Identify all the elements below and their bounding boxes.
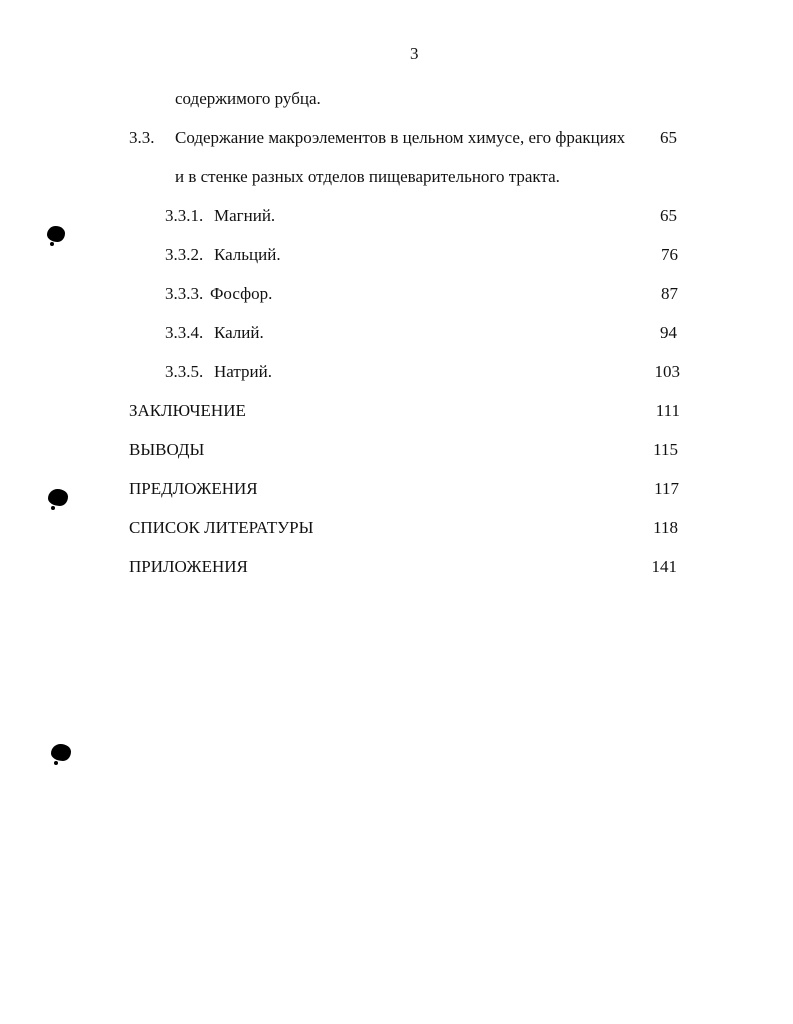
toc-entry-page: 118 — [653, 518, 678, 537]
toc-entry-title: ЗАКЛЮЧЕНИЕ — [129, 401, 246, 420]
toc-entry-title: СПИСОК ЛИТЕРАТУРЫ — [129, 518, 314, 537]
toc-entry-3-3-continuation: и в стенке разных отделов пищеварительного тракта. — [175, 167, 560, 186]
scan-blot — [47, 226, 65, 242]
toc-entry-page: 65 — [660, 128, 677, 147]
toc-entry-number: 3.3.5. — [165, 362, 204, 381]
scan-blot — [48, 489, 68, 506]
toc-entry-title: Калий. — [214, 323, 264, 342]
toc-entry-page: 65 — [660, 206, 677, 225]
toc-continuation: содержимого рубца. — [175, 89, 321, 108]
toc-entry-page: 103 — [654, 362, 680, 381]
toc-entry-number: 3.3.1. — [165, 206, 204, 225]
toc-entry-page: 115 — [653, 440, 678, 459]
toc-entry-number: 3.3.3. — [165, 284, 204, 303]
toc-entry-title: ВЫВОДЫ — [129, 440, 205, 459]
toc-entry-page: 94 — [660, 323, 677, 342]
toc-entry-number: 3.3. — [129, 128, 155, 147]
toc-entry-title: Содержание макроэлементов в цельном химусе, его фракциях — [175, 128, 626, 147]
page-number: 3 — [410, 44, 419, 63]
toc-entry-number: 3.3.4. — [165, 323, 204, 342]
toc-entry-page: 141 — [651, 557, 677, 576]
toc-entry-page: 117 — [654, 479, 679, 498]
toc-entry-title: ПРЕДЛОЖЕНИЯ — [129, 479, 258, 498]
toc-entry-title: Фосфор. — [210, 284, 273, 303]
toc-entry-title: Магний. — [214, 206, 276, 225]
toc-entry-page: 76 — [661, 245, 678, 264]
toc-entry-title: ПРИЛОЖЕНИЯ — [129, 557, 248, 576]
toc-entry-title: Натрий. — [214, 362, 272, 381]
toc-entry-title: Кальций. — [214, 245, 281, 264]
toc-entry-page: 111 — [655, 401, 680, 420]
toc-entry-number: 3.3.2. — [165, 245, 204, 264]
toc-entry-page: 87 — [661, 284, 678, 303]
scan-blot — [51, 744, 71, 761]
